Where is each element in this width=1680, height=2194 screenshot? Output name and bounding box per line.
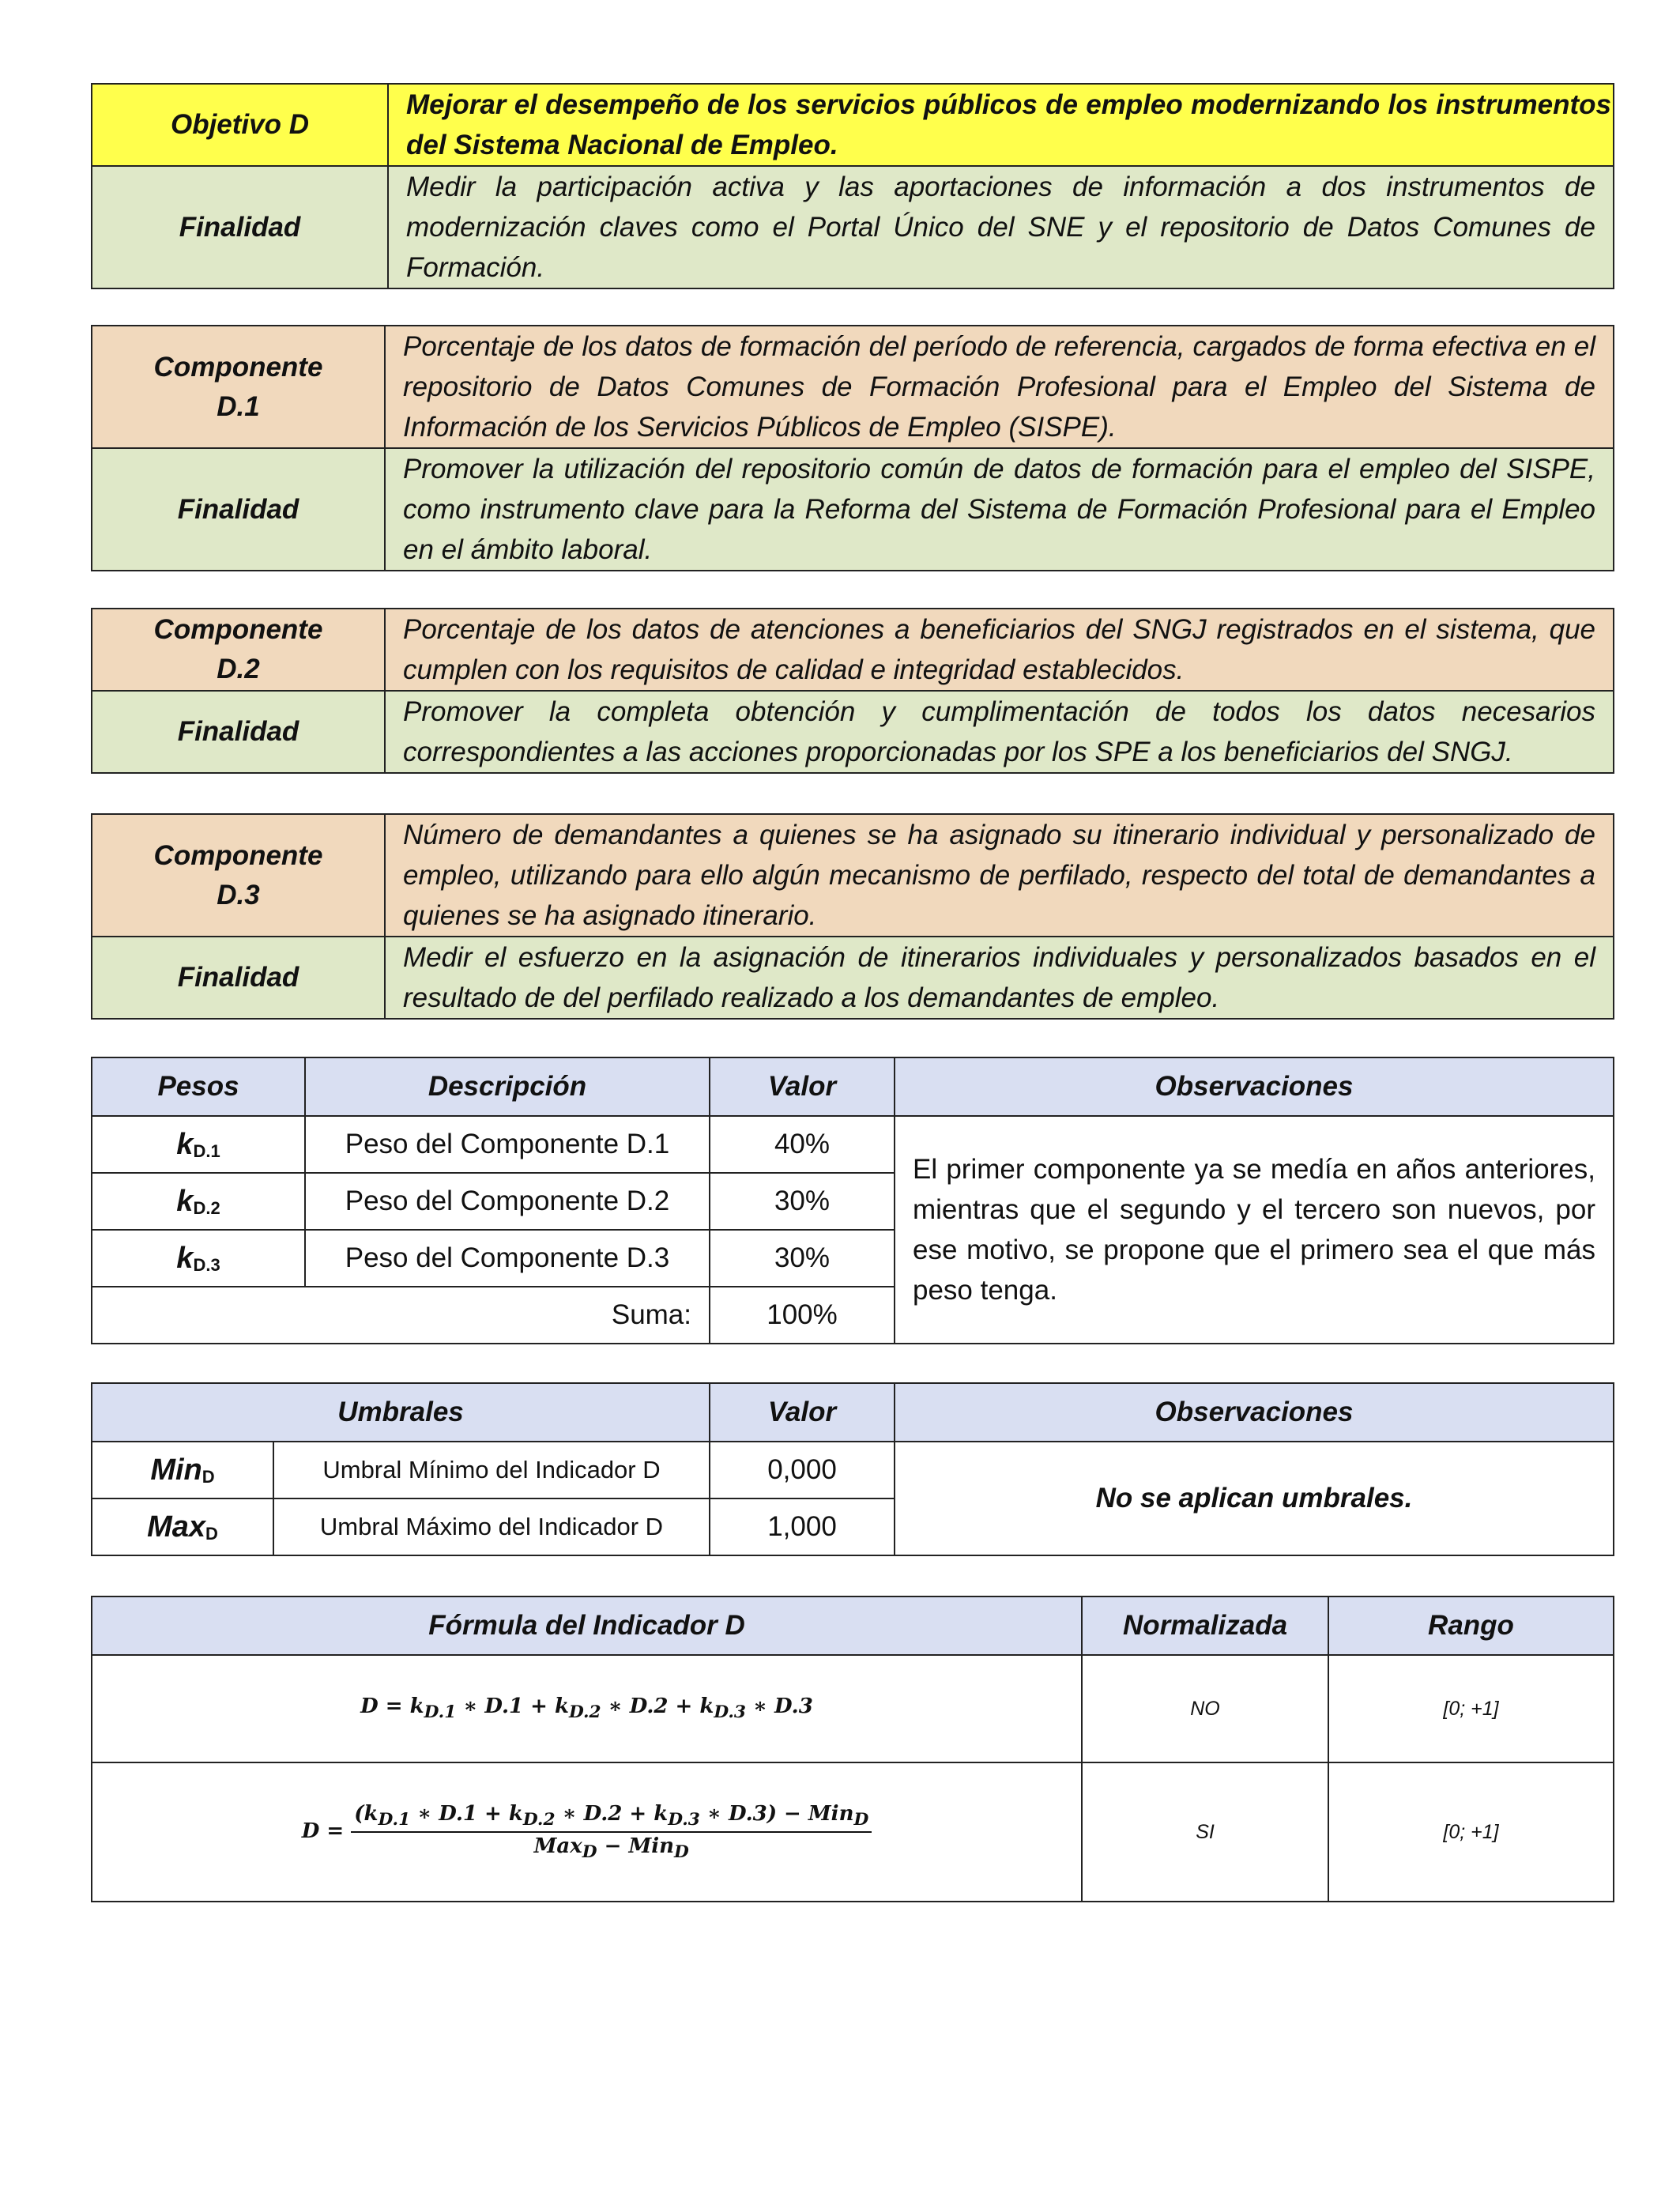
componente-d3-label: Componente D.3 — [92, 814, 385, 937]
formula-fraction: $\frac{(k_{D.1} ∗ D.1 + k_{D.2} ∗ D.2 + k_{D.3} ∗ D.3) - Min_D}{Max_D - Min_D}$ — [351, 1802, 872, 1862]
formula-normalizada-no: NO — [1082, 1655, 1328, 1762]
table-row — [92, 1116, 1614, 1173]
umbrales-observaciones: No se aplican umbrales. — [895, 1442, 1614, 1555]
umbral-value: 0,000 — [710, 1442, 895, 1498]
formula-normalized: D = $\frac{(k_{D.1} ∗ D.1 + k_{D.2} ∗ D.2 + k_{D.3} ∗ D.3) - Min_D}{Max_D - Min_D}$ — [92, 1762, 1082, 1902]
peso-description: Peso del Componente D.2 — [305, 1173, 710, 1230]
pesos-header-descripcion: Descripción — [305, 1057, 710, 1116]
table-row — [92, 1762, 1614, 1902]
umbrales-header-valor: Valor — [710, 1383, 895, 1442]
formula-plain: $D = k_{D.1}$ ∗ $D.1 + k_{D.2}$ ∗ $D.2 + k_{D.3}$ ∗ D.3 — [92, 1655, 1082, 1762]
pesos-observaciones: El primer componente ya se medía en años anteriores, mientras que el segundo y el tercero son nuevos, por ese motivo, se propone que el primero sea el que más peso tenga. — [895, 1116, 1614, 1344]
peso-symbol: $k_{D.1}$ — [92, 1116, 305, 1173]
table-row — [92, 1442, 1614, 1498]
componente-d2-text: Porcentaje de los datos de atenciones a beneficiarios del SNGJ registrados en el sistema, que cumplen con los requisitos de calidad e integridad establecidos. — [385, 609, 1614, 691]
pesos-header-observaciones: Observaciones — [895, 1057, 1614, 1116]
componente-d1-finalidad-label: Finalidad — [92, 448, 385, 571]
componente-d1-text: Porcentaje de los datos de formación del período de referencia, cargados de forma efectiva en el repositorio de Datos Comunes de Formación Profesional para el Empleo del Sistema de Información de los Servicios Públicos de Empleo (SISPE). — [385, 326, 1614, 448]
pesos-header-pesos: Pesos — [92, 1057, 305, 1116]
componente-d1-finalidad-text: Promover la utilización del repositorio común de datos de formación para el empleo del SISPE, como instrumento clave para la Reforma del Sistema de Formación Profesional para el Empleo en el ámbito laboral. — [385, 448, 1614, 571]
umbral-description: Umbral Máximo del Indicador D — [273, 1498, 710, 1555]
formula-header-rango: Rango — [1328, 1596, 1614, 1655]
formula-header-normalizada: Normalizada — [1082, 1596, 1328, 1655]
peso-value: 30% — [710, 1173, 895, 1230]
objetivo-label: Objetivo D — [92, 84, 388, 166]
componente-d2-table — [91, 608, 1614, 774]
suma-value: 100% — [710, 1287, 895, 1344]
umbral-description: Umbral Mínimo del Indicador D — [273, 1442, 710, 1498]
objetivo-finalidad-text: Medir la participación activa y las aportaciones de información a dos instrumentos de modernización claves como el Portal Único del SNE y el repositorio de Datos Comunes de Formación. — [388, 166, 1614, 288]
umbral-value: 1,000 — [710, 1498, 895, 1555]
componente-d2-label: Componente D.2 — [92, 609, 385, 691]
peso-description: Peso del Componente D.3 — [305, 1230, 710, 1287]
formula-table — [91, 1596, 1614, 1902]
componente-d3-finalidad-text: Medir el esfuerzo en la asignación de itinerarios individuales y personalizados basados en el resultado de del perfilado realizado a los demandantes de empleo. — [385, 937, 1614, 1019]
componente-d1-label: Componente D.1 — [92, 326, 385, 448]
objetivo-text: Mejorar el desempeño de los servicios públicos de empleo modernizando los instrumentos del Sistema Nacional de Empleo. — [388, 84, 1614, 166]
formula-rango: [0; +1] — [1328, 1762, 1614, 1902]
componente-d3-table — [91, 813, 1614, 1020]
formula-normalizada-si: SI — [1082, 1762, 1328, 1902]
componente-d2-finalidad-text: Promover la completa obtención y cumplimentación de todos los datos necesarios correspondientes a las acciones proporcionadas por los SPE a los beneficiarios del SNGJ. — [385, 691, 1614, 773]
umbrales-header-umbrales: Umbrales — [92, 1383, 710, 1442]
pesos-header-valor: Valor — [710, 1057, 895, 1116]
componente-d2-finalidad-label: Finalidad — [92, 691, 385, 773]
componente-d1-table — [91, 325, 1614, 571]
formula-header-formula: Fórmula del Indicador D — [92, 1596, 1082, 1655]
peso-description: Peso del Componente D.1 — [305, 1116, 710, 1173]
umbrales-table — [91, 1382, 1614, 1556]
umbrales-header-observaciones: Observaciones — [895, 1383, 1614, 1442]
objetivo-finalidad-label: Finalidad — [92, 166, 388, 288]
objetivo-table — [91, 83, 1614, 289]
umbral-symbol: Max$_D$ — [92, 1498, 273, 1555]
peso-value: 30% — [710, 1230, 895, 1287]
peso-symbol: $k_{D.2}$ — [92, 1173, 305, 1230]
table-row — [92, 1655, 1614, 1762]
suma-label: Suma: — [92, 1287, 710, 1344]
formula-rango: [0; +1] — [1328, 1655, 1614, 1762]
componente-d3-finalidad-label: Finalidad — [92, 937, 385, 1019]
peso-value: 40% — [710, 1116, 895, 1173]
componente-d3-text: Número de demandantes a quienes se ha asignado su itinerario individual y personalizado de empleo, utilizando para ello algún mecanismo de perfilado, respecto del total de demandantes a quienes se ha asignado itinerario. — [385, 814, 1614, 937]
pesos-table — [91, 1057, 1614, 1344]
umbral-symbol: Min$_D$ — [92, 1442, 273, 1498]
peso-symbol: $k_{D.3}$ — [92, 1230, 305, 1287]
